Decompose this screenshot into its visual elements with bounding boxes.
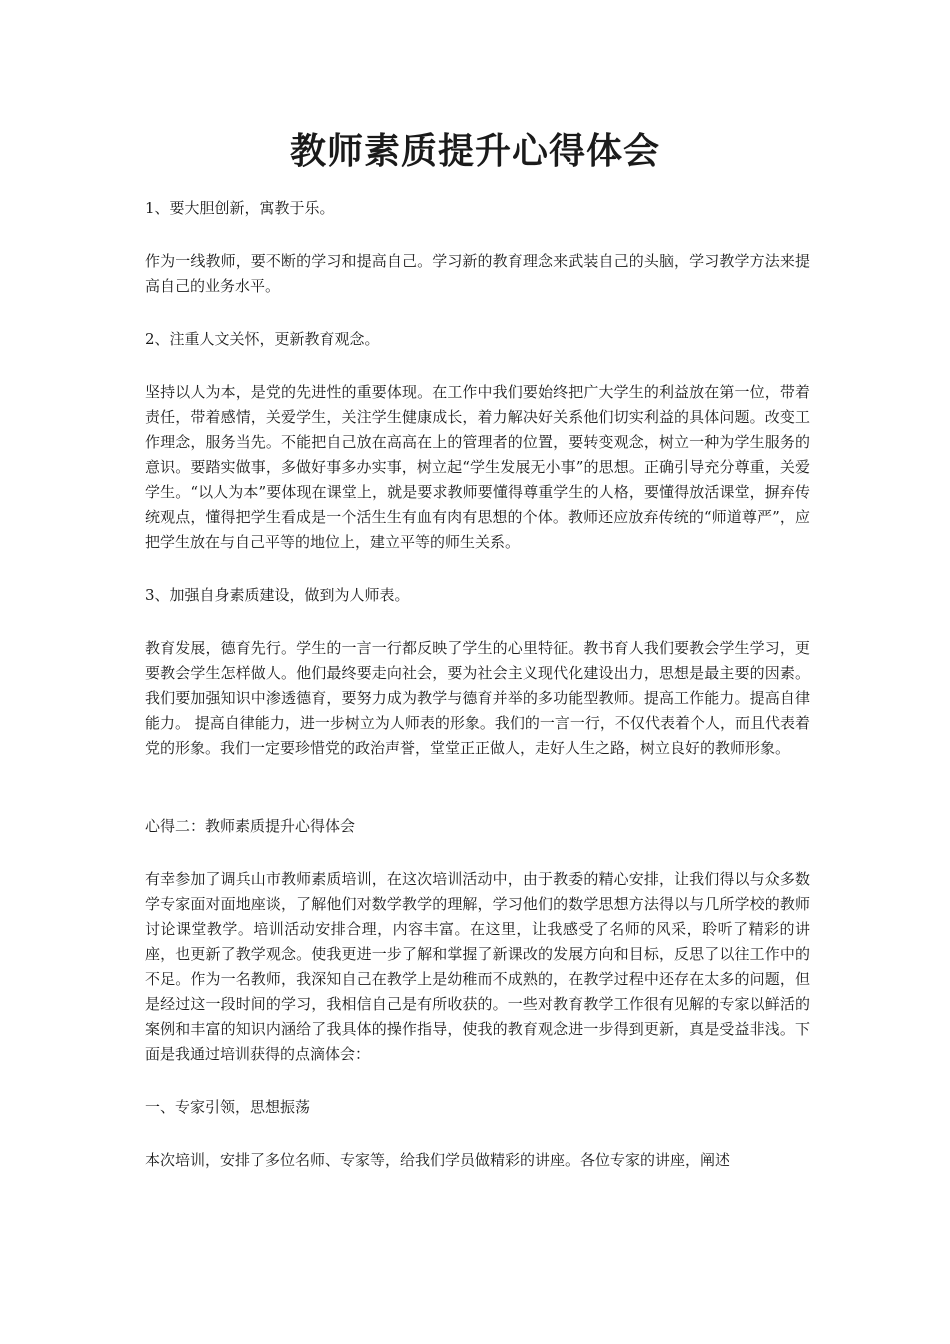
section-heading-2: 2、注重人文关怀，更新教育观念。 (145, 330, 380, 348)
paragraph-3: 教育发展，德育先行。学生的一言一行都反映了学生的心里特征。教书育人我们要教会学生学习，更要教会学生怎样做人。他们最终要走向社会，要为社会主义现代化建设出力，思想是最主要的因素。我们要加强知识中渗透德育，要努力成为教学与德育并举的多功能型教师。提高工作能力。提高自律能力。 提高自律能力，进一步树立为人师表的形象。我们的一言一行，不仅代表着个人，而且代表着党的形象。我们一定要珍惜党的政治声誉，堂堂正正做人，走好人生之路，树立良好的教师形象。 (145, 639, 810, 757)
paragraph-5: 本次培训，安排了多位名师、专家等，给我们学员做精彩的讲座。各位专家的讲座，阐述 (145, 1151, 731, 1169)
document-title: 教师素质提升心得体会 (289, 131, 660, 172)
part-two-heading: 心得二：教师素质提升心得体会 (145, 817, 356, 835)
section-heading-1: 1、要大胆创新，寓教于乐。 (145, 199, 335, 217)
section-heading-3: 3、加强自身素质建设，做到为人师表。 (145, 586, 410, 604)
document-body (145, 196, 810, 1201)
subsection-heading-1: 一、专家引领，思想振荡 (145, 1098, 311, 1116)
paragraph-4: 有幸参加了调兵山市教师素质培训，在这次培训活动中，由于教委的精心安排，让我们得以与众多数学专家面对面地座谈，了解他们对数学教学的理解，学习他们的数学思想方法得以与几所学校的教师讨论课堂教学。培训活动安排合理，内容丰富。在这里，让我感受了名师的风采，聆听了精彩的讲座，也更新了教学观念。使我更进一步了解和掌握了新课改的发展方向和目标，反思了以往工作中的不足。作为一名教师，我深知自己在教学上是幼稚而不成熟的，在教学过程中还存在太多的问题，但是经过这一段时间的学习，我相信自己是有所收获的。一些对教育教学工作很有见解的专家以鲜活的案例和丰富的知识内涵给了我具体的操作指导，使我的教育观念进一步得到更新，真是受益非浅。下面是我通过培训获得的点滴体会： (145, 870, 810, 1063)
paragraph-1: 作为一线教师，要不断的学习和提高自己。学习新的教育理念来武装自己的头脑，学习教学方法来提高自己的业务水平。 (145, 252, 810, 295)
paragraph-2: 坚持以人为本，是党的先进性的重要体现。在工作中我们要始终把广大学生的利益放在第一位，带着责任，带着感情，关爱学生，关注学生健康成长，着力解决好关系他们切实利益的具体问题。改变工作理念，服务当先。不能把自己放在高高在上的管理者的位置，要转变观念，树立一种为学生服务的意识。要踏实做事，多做好事多办实事，树立起“学生发展无小事”的思想。正确引导充分尊重，关爱学生。“以人为本”要体现在课堂上，就是要求教师要懂得尊重学生的人格，要懂得放活课堂，摒弃传统观点，懂得把学生看成是一个活生生有血有肉有思想的个体。教师还应放弃传统的“师道尊严”，应把学生放在与自己平等的地位上，建立平等的师生关系。 (145, 383, 810, 551)
